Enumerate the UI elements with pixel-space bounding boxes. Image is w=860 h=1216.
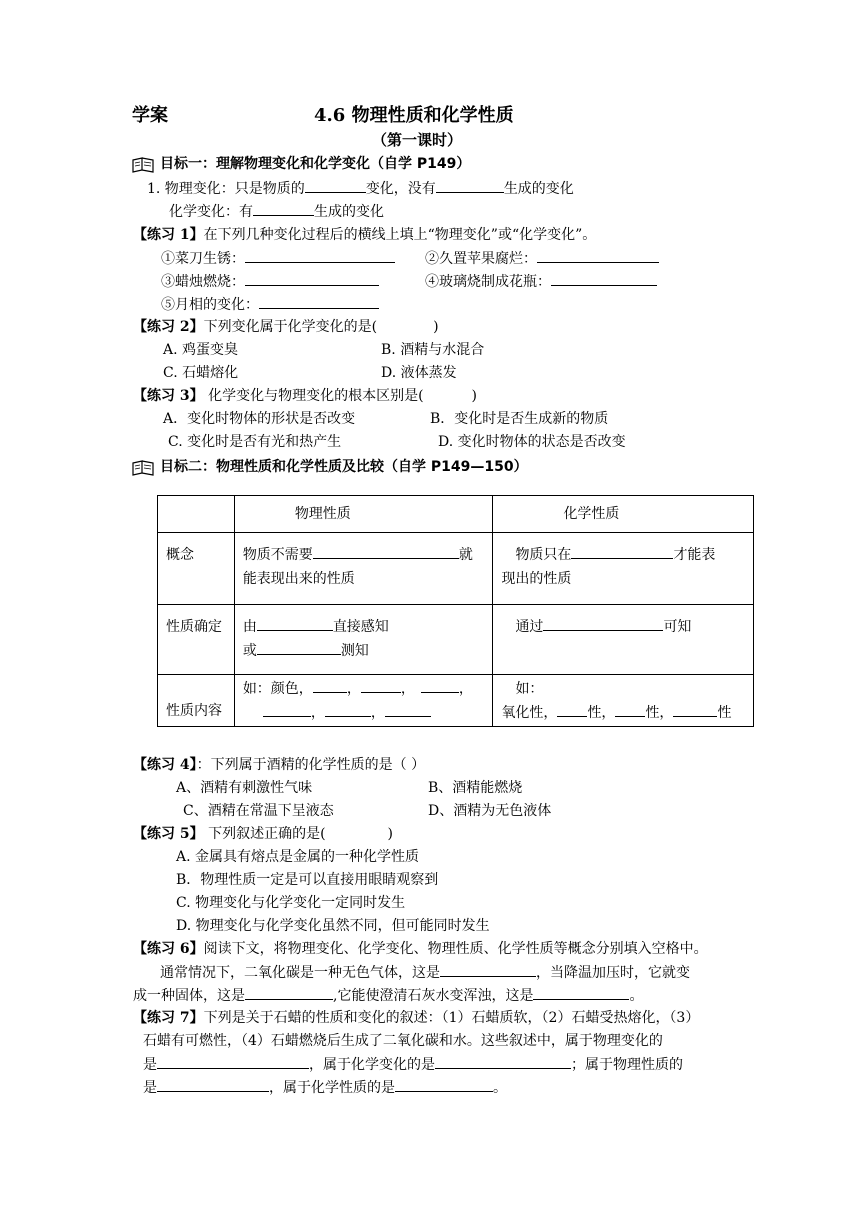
- answer-blank[interactable]: [361, 678, 401, 693]
- blank-chemical-change[interactable]: [253, 201, 314, 216]
- option[interactable]: D. 液体蒸发: [381, 365, 457, 381]
- table-cell: [493, 675, 754, 727]
- cell-text: 或: [242, 643, 257, 659]
- answer-blank[interactable]: [245, 985, 333, 1000]
- cell-text: ，: [346, 681, 361, 697]
- closing-paren: ): [471, 388, 478, 404]
- answer-blank[interactable]: [257, 640, 341, 655]
- page-title: [314, 104, 514, 128]
- cell-text: 物质不需要: [242, 547, 313, 563]
- cell-text: ，: [310, 705, 325, 721]
- table-cell: [234, 675, 493, 727]
- exercise1-prompt: [133, 225, 596, 245]
- paragraph-text: 是: [143, 1057, 157, 1073]
- exercise7-line3: [143, 1054, 683, 1075]
- answer-blank[interactable]: [245, 271, 379, 286]
- goal1-line1-b: 变化，没有: [365, 181, 436, 197]
- exercise7-tag: 【练习 7】: [133, 1010, 204, 1026]
- table-cell: [493, 533, 754, 605]
- cell-text: 就: [458, 547, 473, 563]
- option[interactable]: C. 石蜡熔化: [163, 365, 239, 381]
- option[interactable]: A. 鸡蛋变臭: [163, 342, 239, 358]
- answer-blank[interactable]: [385, 702, 431, 717]
- answer-blank[interactable]: [615, 702, 645, 717]
- cell-text: 通过: [515, 619, 544, 635]
- option[interactable]: C、酒精在常温下呈液态: [183, 803, 334, 819]
- goal2-heading: 目标二：物理性质和化学性质及比较（自学 P149—150）: [160, 459, 528, 475]
- exercise5-prompt: [133, 824, 393, 844]
- exercise7-text: 下列是关于石蜡的性质和变化的叙述：（1）石蜡质软，（2）石蜡受热熔化，（3）: [203, 1010, 700, 1026]
- paragraph-text: ，当降温加压时，它就变: [536, 965, 690, 981]
- exercise1-tag: 【练习 1】: [133, 227, 204, 243]
- exercise1-item-label: ⑤月相的变化：: [161, 297, 259, 313]
- answer-blank[interactable]: [259, 294, 379, 309]
- cell-text: 如：: [515, 681, 544, 697]
- option[interactable]: D. 物理变化与化学变化虽然不同，但可能同时发生: [176, 918, 490, 934]
- cell-text: 能表现出来的性质: [242, 571, 355, 587]
- exercise3-prompt: [133, 386, 477, 406]
- exercise6-prompt: [133, 939, 708, 959]
- exercise6-line1: [160, 962, 690, 983]
- exercise2-text: 下列变化属于化学变化的是(: [203, 319, 378, 335]
- exercise1-item: [161, 271, 379, 292]
- answer-blank[interactable]: [421, 678, 459, 693]
- cell-text: 现出的性质: [501, 571, 572, 587]
- exercise6-text: 阅读下文，将物理变化、化学变化、物理性质、化学性质等概念分别填入空格中。: [203, 941, 708, 957]
- blank-physical-change[interactable]: [305, 178, 366, 193]
- cell-text: ，: [400, 681, 415, 697]
- answer-blank[interactable]: [325, 702, 371, 717]
- exercise7-line4: [143, 1077, 507, 1098]
- option[interactable]: A. 金属具有熔点是金属的一种化学性质: [176, 849, 420, 865]
- option[interactable]: D. 变化时物体的状态是否改变: [438, 434, 626, 450]
- option[interactable]: C. 变化时是否有光和热产生: [168, 434, 342, 450]
- paragraph-text: 是: [143, 1080, 157, 1096]
- goal1-line2-b: 生成的变化: [314, 204, 384, 220]
- cell-text: ，: [370, 705, 385, 721]
- exercise7-prompt: [133, 1008, 699, 1028]
- table-corner-cell: [158, 496, 235, 533]
- goal1-line2: [169, 201, 384, 222]
- answer-blank[interactable]: [673, 702, 717, 717]
- exercise1-item: [161, 294, 379, 315]
- cell-text: 物质只在: [515, 547, 572, 563]
- exercise1-item: [425, 271, 657, 292]
- answer-blank[interactable]: [245, 248, 395, 263]
- cell-text: 测知: [340, 643, 369, 659]
- exercise1-item-label: ④玻璃烧制成花瓶：: [425, 274, 551, 290]
- closing-paren: ): [433, 319, 439, 335]
- title-text: 物理性质和化学性质: [351, 105, 514, 126]
- exercise4-tag: 【练习 4】: [133, 757, 197, 773]
- cell-text: 直接感知: [332, 619, 389, 635]
- paragraph-text: 。: [493, 1080, 507, 1096]
- goal1-line2-a: 化学变化：有: [169, 204, 253, 220]
- exercise1-item-label: ①菜刀生锈：: [161, 251, 245, 267]
- paragraph-text: 通常情况下，二氧化碳是一种无色气体，这是: [160, 965, 440, 981]
- paragraph-text: 。: [629, 988, 644, 1004]
- answer-blank[interactable]: [557, 702, 587, 717]
- option[interactable]: B．变化时是否生成新的物质: [430, 411, 609, 427]
- exercise5-text: 下列叙述正确的是(: [203, 826, 326, 842]
- book-flag-icon: [131, 460, 157, 476]
- cell-text: ，: [458, 681, 473, 697]
- exercise2-tag: 【练习 2】: [133, 319, 204, 335]
- answer-blank[interactable]: [533, 985, 629, 1000]
- answer-blank[interactable]: [543, 616, 663, 631]
- cell-text: 如：颜色，: [242, 681, 313, 697]
- page-subtitle: （第一课时）: [372, 131, 463, 149]
- paragraph-text: ；属于物理性质的: [571, 1057, 683, 1073]
- goal1-heading: 目标一：理解物理变化和化学变化（自学 P149）: [160, 156, 471, 172]
- answer-blank[interactable]: [157, 1054, 309, 1069]
- paragraph-text: 成一种固体，这是: [133, 988, 245, 1004]
- row-label: 性质确定: [158, 605, 235, 675]
- answer-blank[interactable]: [435, 1054, 571, 1069]
- cell-text: 才能表: [673, 547, 716, 563]
- table-cell: [234, 605, 493, 675]
- exercise6-line2: [133, 985, 643, 1006]
- paragraph-text: ,它能使澄清石灰水变浑浊，这是: [333, 988, 534, 1004]
- table-cell: [493, 605, 754, 675]
- column-header: 物理性质: [234, 496, 493, 533]
- column-header: 化学性质: [493, 496, 754, 533]
- answer-blank[interactable]: [395, 1077, 493, 1092]
- option[interactable]: B、酒精能燃烧: [428, 780, 523, 796]
- answer-blank[interactable]: [157, 1077, 269, 1092]
- cell-text: 可知: [663, 619, 692, 635]
- book-flag-icon: [131, 157, 157, 173]
- goal1-line1-c: 生成的变化: [503, 181, 574, 197]
- table-row: [158, 533, 754, 605]
- answer-blank[interactable]: [571, 544, 673, 559]
- cell-text: 性，: [587, 705, 616, 721]
- cell-text: 由: [242, 619, 257, 635]
- exercise4-text: ：下列属于酒精的化学性质的是（ ）: [196, 757, 426, 773]
- section-number: 4.6: [314, 105, 346, 126]
- option[interactable]: C. 物理变化与化学变化一定同时发生: [176, 895, 406, 911]
- exercise1-item: [161, 248, 395, 269]
- option[interactable]: A、酒精有刺激性气味: [176, 780, 313, 796]
- cell-text: 氧化性，: [501, 705, 558, 721]
- answer-blank[interactable]: [313, 678, 347, 693]
- exercise4-prompt: [133, 755, 425, 775]
- exercise1-text: 在下列几种变化过程后的横线上填上“物理变化”或“化学变化”。: [203, 227, 597, 243]
- exercise1-item: [425, 248, 659, 269]
- option[interactable]: B．物理性质一定是可以直接用眼睛观察到: [176, 872, 439, 888]
- comparison-table: [157, 495, 754, 727]
- answer-blank[interactable]: [551, 271, 657, 286]
- option[interactable]: A．变化时物体的形状是否改变: [163, 411, 356, 427]
- paragraph-text: ，属于化学变化的是: [309, 1057, 435, 1073]
- answer-blank[interactable]: [263, 702, 311, 717]
- exercise1-item-label: ②久置苹果腐烂：: [425, 251, 537, 267]
- paragraph-text: ，属于化学性质的是: [269, 1080, 395, 1096]
- answer-blank[interactable]: [440, 962, 536, 977]
- table-cell: [234, 533, 493, 605]
- row-label: 性质内容: [158, 675, 235, 727]
- exercise3-tag: 【练习 3】: [133, 388, 204, 404]
- blank-no-new[interactable]: [436, 178, 504, 193]
- exercise6-tag: 【练习 6】: [133, 941, 204, 957]
- table-row: [158, 605, 754, 675]
- cell-text: 性: [717, 705, 732, 721]
- exercise1-item-label: ③蜡烛燃烧：: [161, 274, 245, 290]
- answer-blank[interactable]: [537, 248, 659, 263]
- exercise5-tag: 【练习 5】: [133, 826, 204, 842]
- closing-paren: ): [387, 826, 394, 842]
- goal1-line1-a: 1. 物理变化：只是物质的: [147, 181, 305, 197]
- option[interactable]: B. 酒精与水混合: [381, 342, 485, 358]
- option[interactable]: D、酒精为无色液体: [428, 803, 552, 819]
- answer-blank[interactable]: [313, 544, 459, 559]
- exercise7-line2: 石蜡有可燃性，（4）石蜡燃烧后生成了二氧化碳和水。这些叙述中，属于物理变化的: [143, 1033, 663, 1049]
- goal1-line1: [147, 178, 574, 199]
- table-header-row: [158, 496, 754, 533]
- row-label: 概念: [158, 533, 235, 605]
- doc-type: 学案: [132, 105, 168, 126]
- table-row: [158, 675, 754, 727]
- exercise2-prompt: [133, 317, 439, 337]
- cell-text: 性，: [645, 705, 674, 721]
- answer-blank[interactable]: [257, 616, 333, 631]
- exercise3-text: 化学变化与物理变化的根本区别是(: [203, 388, 424, 404]
